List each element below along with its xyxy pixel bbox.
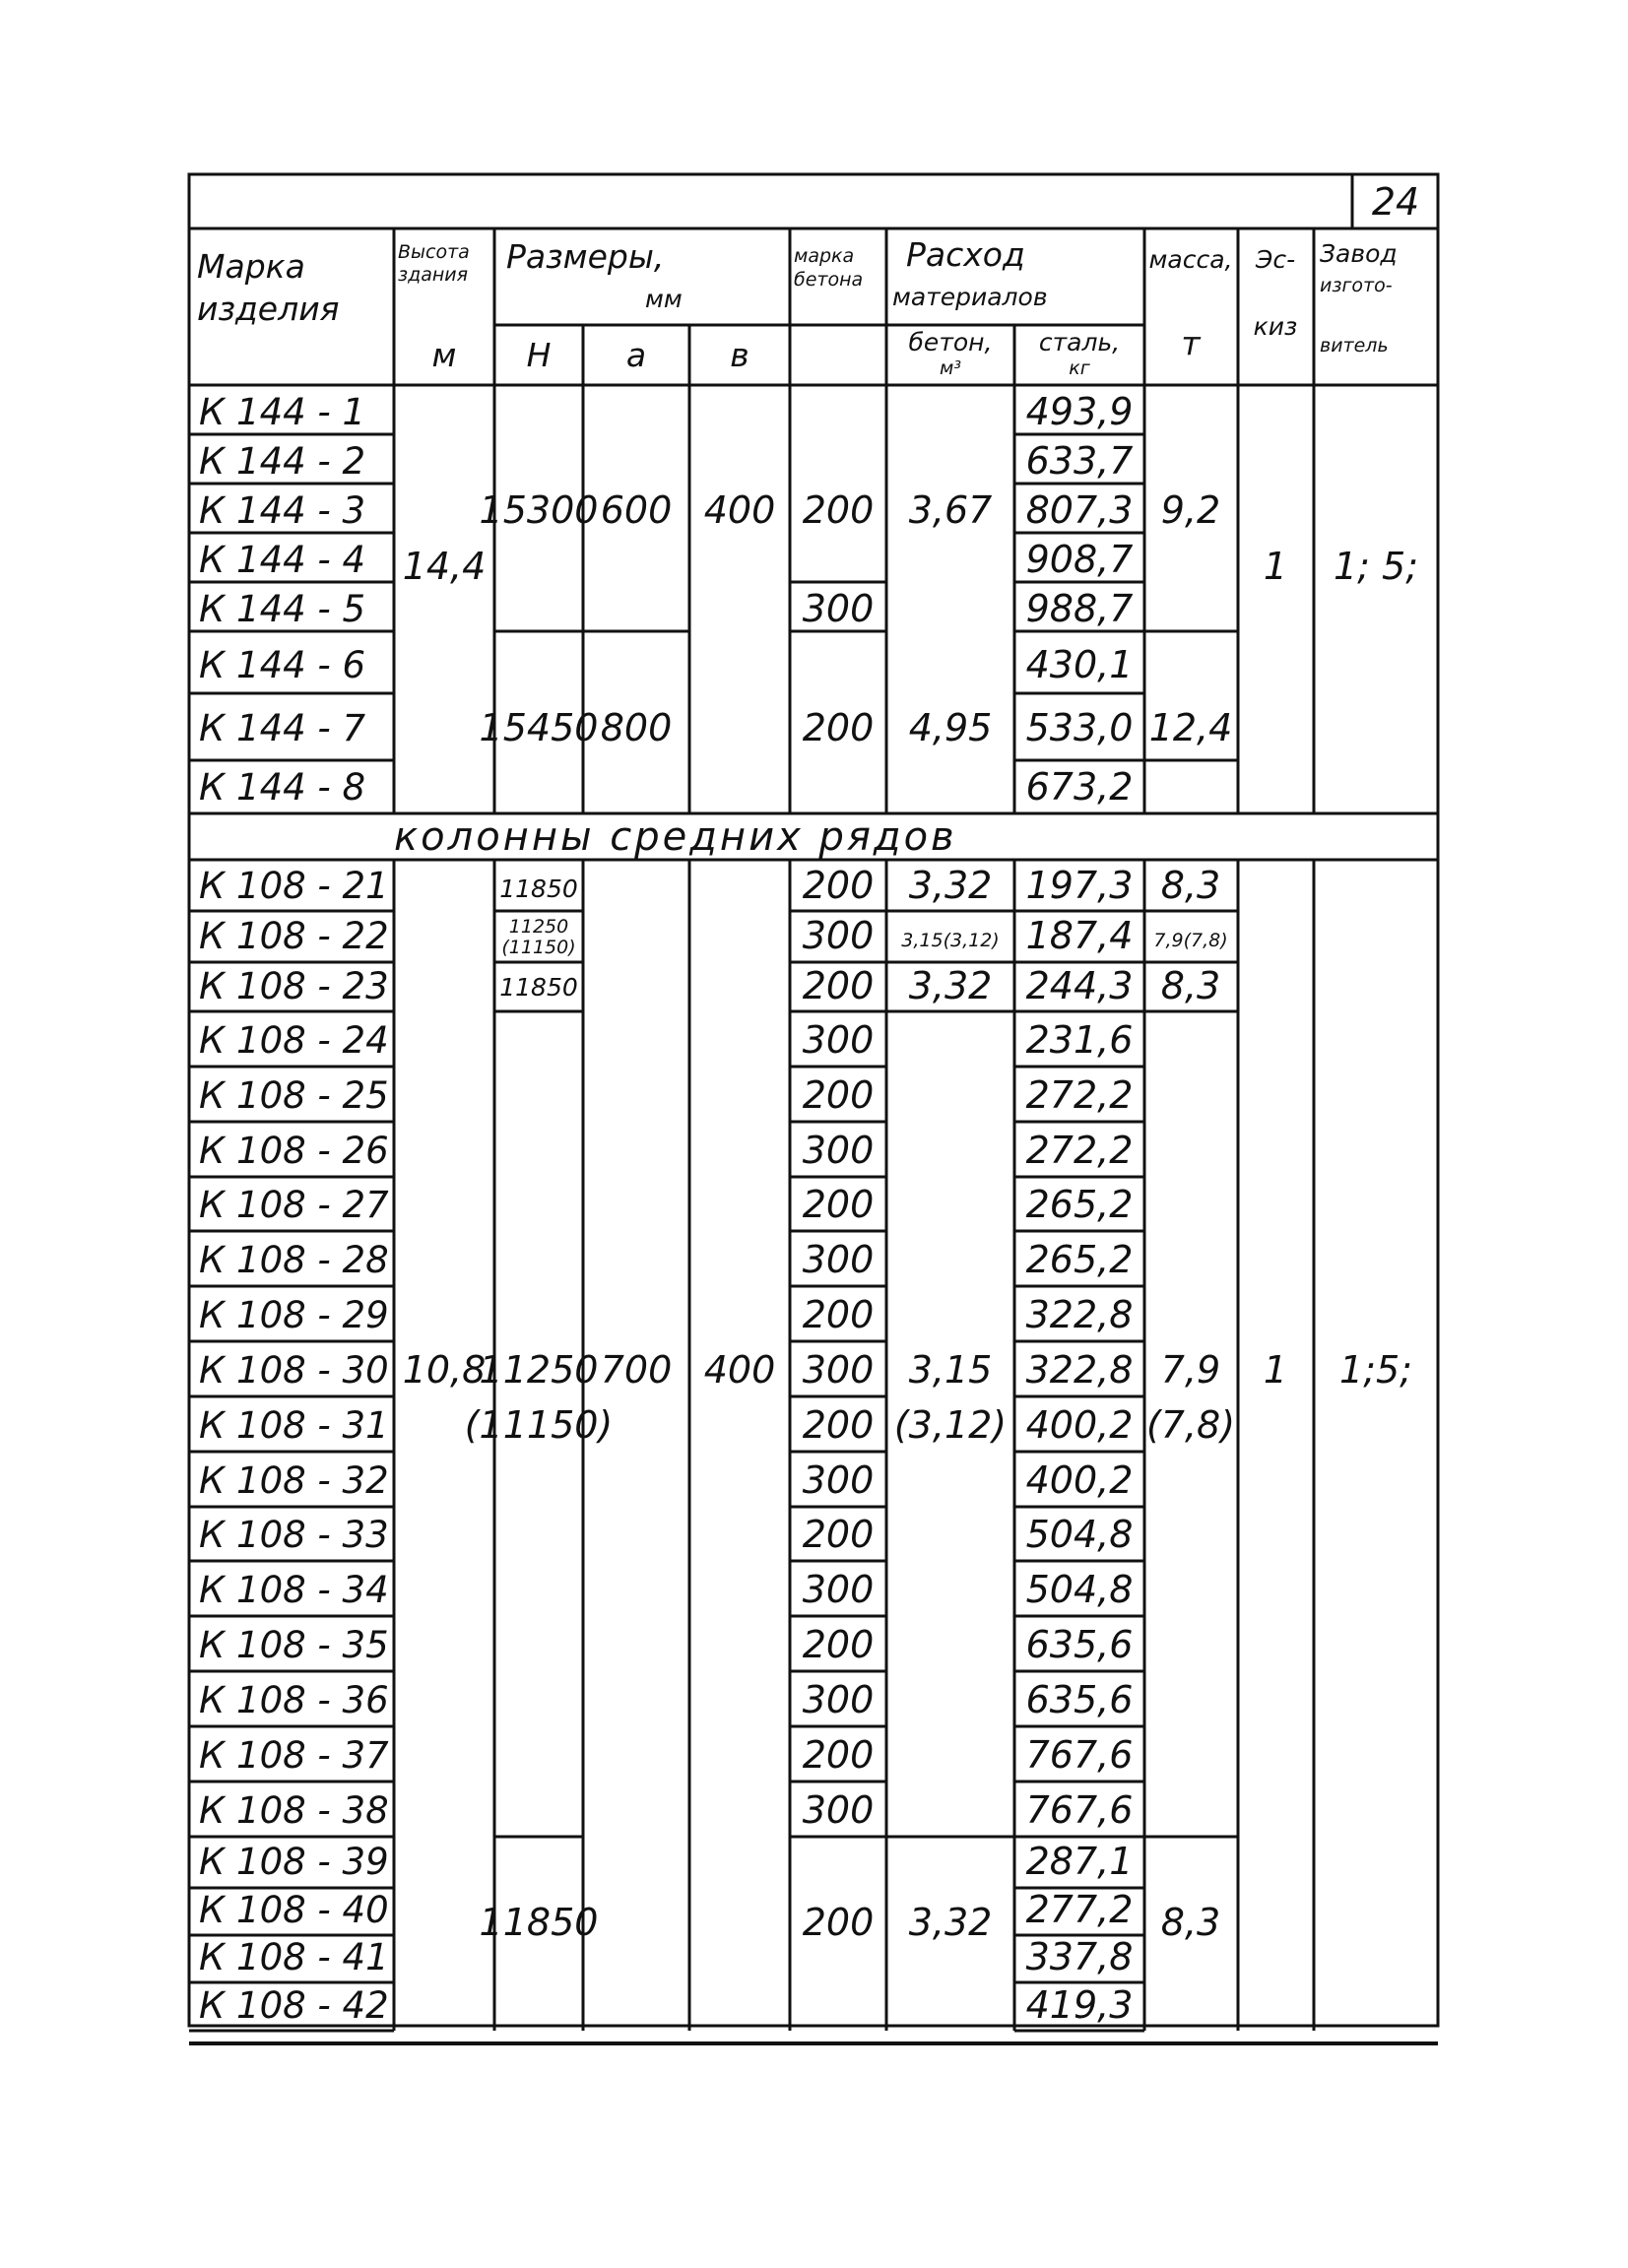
g1-steel-5: 988,7 xyxy=(1025,587,1134,630)
g2-mark-40: К 108 - 40 xyxy=(199,1889,389,1931)
hdr-sketch-2: киз xyxy=(1253,312,1298,341)
g2-bottom-h: 11850 xyxy=(479,1901,599,1944)
g1-grade-c: 200 xyxy=(802,706,875,749)
g2-row1-h: 11850 xyxy=(499,875,578,903)
table-header xyxy=(197,235,1398,379)
g2-grade-4: 300 xyxy=(802,1018,875,1062)
g2-grade-18: 300 xyxy=(802,1788,875,1832)
g2-mark-38: К 108 - 38 xyxy=(199,1789,389,1832)
g2-steel-18: 767,6 xyxy=(1025,1788,1134,1832)
g1-mark-1: К 144 - 1 xyxy=(199,391,366,433)
g2-grade-14: 300 xyxy=(802,1568,875,1611)
hdr-grade-2: бетона xyxy=(794,269,864,291)
hdr-height-2: здания xyxy=(398,264,469,286)
g1-grade-b: 300 xyxy=(802,587,875,630)
g2-mid-concrete2: (3,12) xyxy=(893,1403,1008,1447)
g2-steel-21: 337,8 xyxy=(1025,1935,1134,1978)
g2-grade-6: 300 xyxy=(802,1129,875,1172)
g2-steel-4: 231,6 xyxy=(1025,1018,1134,1062)
g2-mark-33: К 108 - 33 xyxy=(199,1514,389,1556)
g1-mark-5: К 144 - 5 xyxy=(199,588,366,630)
hdr-concrete-2: м³ xyxy=(940,357,961,379)
hdr-height-1: Высота xyxy=(398,241,470,263)
g1-concrete-b: 4,95 xyxy=(908,706,993,749)
hdr-height-unit: м xyxy=(431,336,457,374)
g1-h-b: 15450 xyxy=(479,706,599,749)
hdr-maker-3: витель xyxy=(1320,335,1389,356)
g2-row3-mass: 8,3 xyxy=(1160,964,1221,1007)
g2-mark-37: К 108 - 37 xyxy=(199,1734,389,1777)
g2-mark-35: К 108 - 35 xyxy=(199,1624,389,1666)
g2-row3-concrete: 3,32 xyxy=(908,964,993,1007)
g2-row1-mass: 8,3 xyxy=(1160,864,1221,907)
g2-steel-12: 400,2 xyxy=(1025,1458,1134,1502)
g1-steel-2: 633,7 xyxy=(1025,439,1134,483)
hdr-maker-2: изгото- xyxy=(1320,275,1393,296)
g1-sketch: 1 xyxy=(1263,545,1288,588)
g2-row3-h: 11850 xyxy=(499,973,578,1002)
g2-steel-17: 767,6 xyxy=(1025,1733,1134,1777)
g2-steel-13: 504,8 xyxy=(1025,1513,1134,1556)
g1-grade-a: 200 xyxy=(802,488,875,532)
g2-grade-2: 300 xyxy=(802,914,875,957)
g2-mid-mass: 7,9 xyxy=(1160,1348,1221,1392)
g1-mark-8: К 144 - 8 xyxy=(199,766,366,809)
g2-row2-h: 11250 xyxy=(508,916,569,938)
g2-mid-mass2: (7,8) xyxy=(1145,1403,1236,1447)
g2-row2-concrete: 3,15(3,12) xyxy=(901,930,1000,951)
g2-steel-7: 265,2 xyxy=(1025,1183,1134,1226)
g1-h-a: 15300 xyxy=(479,488,599,532)
g2-steel-10: 322,8 xyxy=(1025,1348,1134,1392)
hdr-dims-1: Размеры, xyxy=(506,237,665,276)
g2-steel-22: 419,3 xyxy=(1025,1983,1134,2027)
g2-mark-32: К 108 - 32 xyxy=(199,1459,389,1502)
g2-steel-11: 400,2 xyxy=(1025,1403,1134,1447)
g2-row2-h2: (11150) xyxy=(501,937,576,958)
g2-bottom-mass: 8,3 xyxy=(1160,1901,1221,1944)
g1-b: 400 xyxy=(703,488,776,532)
g2-mark-25: К 108 - 25 xyxy=(199,1074,389,1117)
hdr-dim-b: в xyxy=(730,336,749,374)
g2-mark-26: К 108 - 26 xyxy=(199,1130,389,1172)
g2-mark-21: К 108 - 21 xyxy=(199,865,389,907)
page-number: 24 xyxy=(1371,180,1420,224)
hdr-concrete-1: бетон, xyxy=(908,328,993,356)
g2-sketch: 1 xyxy=(1263,1348,1288,1392)
hdr-dim-a: а xyxy=(625,336,647,374)
g2-grade-8: 300 xyxy=(802,1238,875,1281)
g2-row1-concrete: 3,32 xyxy=(908,864,993,907)
g2-mid-h: 11250 xyxy=(479,1348,599,1392)
g2-grade-3: 200 xyxy=(802,964,875,1007)
g2-steel-16: 635,6 xyxy=(1025,1678,1134,1721)
hdr-consumption-2: материалов xyxy=(892,283,1048,311)
section-row xyxy=(394,814,957,860)
hdr-dim-h: Н xyxy=(526,336,552,374)
g2-mark-24: К 108 - 24 xyxy=(199,1019,389,1062)
g1-steel-4: 908,7 xyxy=(1025,538,1134,581)
hdr-consumption-1: Расход xyxy=(906,235,1025,274)
g2-grade-7: 200 xyxy=(802,1183,875,1226)
g2-mark-31: К 108 - 31 xyxy=(199,1404,389,1447)
g1-steel-6: 430,1 xyxy=(1025,643,1134,686)
g1-mark-3: К 144 - 3 xyxy=(199,489,366,532)
g2-steel-15: 635,6 xyxy=(1025,1623,1134,1666)
g2-bottom-grade: 200 xyxy=(802,1901,875,1944)
g2-grade-5: 200 xyxy=(802,1073,875,1117)
g1-concrete-a: 3,67 xyxy=(908,488,993,532)
g2-grade-17: 200 xyxy=(802,1733,875,1777)
g2-maker: 1;5; xyxy=(1339,1348,1412,1392)
g2-height: 10,8 xyxy=(402,1348,487,1392)
g2-steel-19: 287,1 xyxy=(1025,1840,1134,1883)
g2-mark-27: К 108 - 27 xyxy=(199,1184,389,1226)
g2-mid-concrete: 3,15 xyxy=(908,1348,993,1392)
g1-maker: 1; 5; xyxy=(1333,545,1419,588)
hdr-dims-2: мм xyxy=(645,285,683,313)
g2-mark-23: К 108 - 23 xyxy=(199,965,389,1007)
g1-height: 14,4 xyxy=(402,545,487,588)
g2-mark-28: К 108 - 28 xyxy=(199,1239,389,1281)
g2-steel-2: 187,4 xyxy=(1025,914,1134,957)
hdr-grade-1: марка xyxy=(794,245,855,267)
g1-steel-3: 807,3 xyxy=(1025,488,1134,532)
g1-mark-6: К 144 - 6 xyxy=(199,644,366,686)
g1-mark-2: К 144 - 2 xyxy=(199,440,366,483)
g2-mark-22: К 108 - 22 xyxy=(199,915,389,957)
g2-grade-10: 300 xyxy=(802,1348,875,1392)
g2-steel-1: 197,3 xyxy=(1025,864,1134,907)
g2-mark-29: К 108 - 29 xyxy=(199,1294,389,1336)
g2-grade-15: 200 xyxy=(802,1623,875,1666)
hdr-mark-2: изделия xyxy=(197,290,340,328)
g1-mass-b: 12,4 xyxy=(1148,706,1233,749)
g2-bottom-concrete: 3,32 xyxy=(908,1901,993,1944)
g1-a-a: 600 xyxy=(600,488,673,532)
g1-mark-7: К 144 - 7 xyxy=(199,707,366,749)
hdr-steel-2: кг xyxy=(1069,357,1090,379)
g2-mark-34: К 108 - 34 xyxy=(199,1569,389,1611)
section-title: колонны средних рядов xyxy=(394,814,957,860)
hdr-steel-1: сталь, xyxy=(1038,328,1121,356)
group1-rows xyxy=(199,390,1418,809)
g2-steel-6: 272,2 xyxy=(1025,1129,1134,1172)
g2-mark-39: К 108 - 39 xyxy=(199,1841,389,1883)
g2-a: 700 xyxy=(600,1348,673,1392)
g2-steel-20: 277,2 xyxy=(1025,1888,1134,1931)
g2-grade-9: 200 xyxy=(802,1293,875,1336)
hdr-mark-1: Марка xyxy=(197,247,305,286)
g2-grade-11: 200 xyxy=(802,1403,875,1447)
g2-mark-30: К 108 - 30 xyxy=(199,1349,389,1392)
g2-mark-42: К 108 - 42 xyxy=(199,1984,389,2027)
group2-rows xyxy=(199,864,1412,2027)
hdr-sketch-1: Эс- xyxy=(1255,245,1296,274)
g2-steel-14: 504,8 xyxy=(1025,1568,1134,1611)
g2-grade-12: 300 xyxy=(802,1458,875,1502)
g2-row2-mass: 7,9(7,8) xyxy=(1153,930,1228,951)
hdr-mass: масса, xyxy=(1148,245,1233,274)
g2-grade-1: 200 xyxy=(802,864,875,907)
hdr-mass-unit: т xyxy=(1181,324,1201,362)
page-number-cell xyxy=(1372,180,1419,224)
g2-grade-13: 200 xyxy=(802,1513,875,1556)
g1-mass-a: 9,2 xyxy=(1160,488,1221,532)
g2-steel-9: 322,8 xyxy=(1025,1293,1134,1336)
g1-a-b: 800 xyxy=(600,706,673,749)
g2-steel-3: 244,3 xyxy=(1025,964,1134,1007)
g1-mark-4: К 144 - 4 xyxy=(199,539,366,581)
g2-b: 400 xyxy=(703,1348,776,1392)
g2-steel-5: 272,2 xyxy=(1025,1073,1134,1117)
g2-grade-16: 300 xyxy=(802,1678,875,1721)
g2-mid-h2: (11150) xyxy=(464,1403,614,1447)
g2-mark-41: К 108 - 41 xyxy=(199,1936,389,1978)
g1-steel-7: 533,0 xyxy=(1025,706,1134,749)
g1-steel-1: 493,9 xyxy=(1025,390,1134,433)
g2-steel-8: 265,2 xyxy=(1025,1238,1134,1281)
hdr-maker-1: Завод xyxy=(1320,239,1398,268)
g1-steel-8: 673,2 xyxy=(1025,765,1134,809)
g2-mark-36: К 108 - 36 xyxy=(199,1679,389,1721)
